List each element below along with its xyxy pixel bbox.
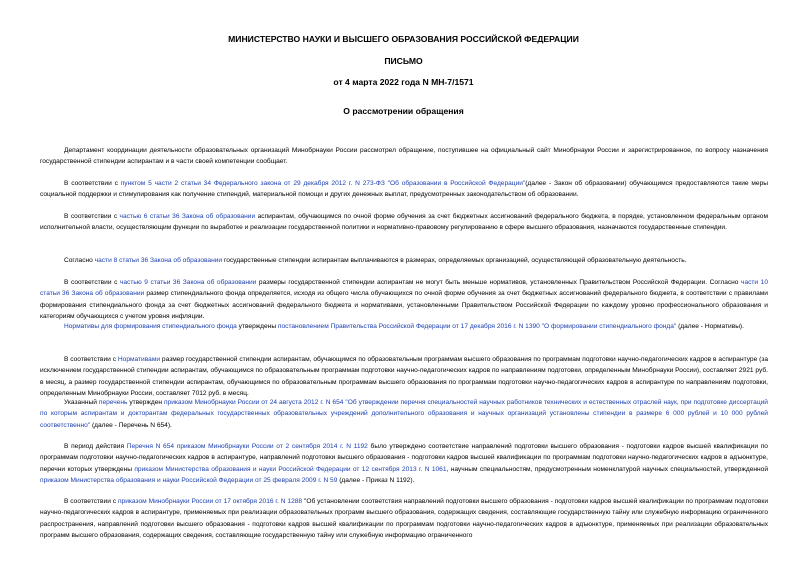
paragraph-text: Согласно [64, 257, 95, 264]
paragraph-review [40, 145, 768, 168]
document-link[interactable]: приказом Министерства образования и науки Российской Федерации от 12 сентября 2013 г. N 1061 [134, 465, 447, 473]
document-link[interactable]: частью 9 статьи 36 Закона об образовании [119, 279, 257, 286]
document-link[interactable]: части 10 статьи 36 Закона об образовании [40, 279, 768, 298]
paragraph-text: В соответствии с [64, 213, 120, 220]
paragraph-list-654 [40, 397, 768, 431]
paragraph-text: (далее - Закон об образовании) обучающимся предоставляются такие меры социальной поддержки и стимулирования как получение стипендий, материальной помощи и других денежных выплат, предусмотренных законодательством об образовании. [40, 180, 768, 199]
paragraph-stipend-assignment [40, 211, 768, 234]
paragraph-stipend-fund [40, 277, 768, 323]
document-link[interactable]: приказом Минобрнауки России от 2 сентября 2014 г. N 1192 [176, 443, 368, 450]
paragraph-text: размер государственной стипендии аспирантам, обучающимся по образовательным программам высшего образования по программам подготовки научно-педагогических кадров в аспирантуре (за исключением государственной стипендии аспирантам, обучающимся по образовательным программам подготовки научно-педагогических кадров по направлениям подготовки, определенным Минобрнауки России), составляет 2921 руб. в месяц, а размер государственной стипендии аспирантам, обучающимся по образовательным программам высшего образования по программам подготовки научно-педагогических кадров в аспирантуре по направлениям подготовки, определенным Минобрнауки России, составляет 7012 руб. в месяц. [40, 356, 769, 398]
paragraph-text: Департамент координации деятельности образовательных организаций Минобрнауки России рассмотрел обращение, поступившее на официальный сайт Минобрнауки России и зарегистрированное, по вопросу назначения государственной стипендии аспирантам и в части своей компетенции сообщает. [40, 147, 768, 166]
paragraph-text: В соответствии с [64, 279, 120, 286]
paragraph-text: В соответствии с [64, 180, 121, 187]
ministry-heading: МИНИСТЕРСТВО НАУКИ И ВЫСШЕГО ОБРАЗОВАНИЯ РОССИЙСКОЙ ФЕДЕРАЦИИ [228, 34, 579, 44]
document-link[interactable]: Перечня N 654 [126, 443, 175, 450]
paragraph-text: государственные стипендии аспирантам выплачиваются в размерах, определяемых организацией, осуществляющей образовательную деятельность. [222, 257, 687, 264]
paragraph-stipend-amounts [40, 255, 768, 266]
document-link[interactable]: пунктом 5 части 2 статьи 34 Федерального закона от 29 декабря 2012 г. N 273-ФЗ "Об образовании в Российской Федерации" [120, 180, 526, 187]
document-type: ПИСЬМО [384, 56, 423, 66]
paragraph-text: утвержден [127, 399, 164, 406]
document-link[interactable]: приказом Минобрнауки России от 17 октября 2016 г. N 1288 [117, 498, 303, 505]
document-link[interactable]: постановлением Правительства Российской Федерации от 17 декабря 2016 г. N 1390 "О формировании стипендиального фонда" [277, 323, 677, 330]
paragraph-text: размеры государственной стипендии аспирантам не могут быть меньше нормативов, установленных Правительством Российской Федерации. Согласно [256, 279, 742, 286]
paragraph-text: (далее - Перечень N 654). [90, 421, 172, 429]
paragraph-text: В период действия [64, 443, 127, 450]
paragraph-text: было утверждено соответствие направлений подготовки высшего образования - подготовки кадров высшей квалификации по программам подготовки научно-педагогических кадров в аспирантуре, направлений подготовки высшего образования - подготовки кадров высшей квалификации по программам подготовки научно-педагогических кадров в адъюнктуре, перечни которых утверждены [40, 443, 768, 473]
paragraph-text: В соответствии с [64, 498, 118, 505]
document-link[interactable]: Нормативами [117, 356, 161, 363]
paragraph-text: (далее - Нормативы). [676, 323, 744, 330]
paragraph-norms [40, 321, 768, 332]
paragraph-text: (далее - Приказ N 1192). [337, 477, 415, 485]
document-link[interactable]: перечень [98, 399, 128, 406]
paragraph-text: Указанный [64, 399, 99, 406]
paragraph-text: "Об установлении соответствия направлений подготовки высшего образования - подготовки кадров высшей квалификации по программам подготовки научно-педагогических кадров в аспирантуре, применяемых при реализации образовательных программ высшего образования, содержащих сведения, составляющие государственную тайну или служебную информацию ограниченного распространения, направлений подготовки высшего образования - подготовки кадров высшей квалификации по программам подготовки научно-педагогических кадров в адъюнктуре, применяемых при реализации образовательных программ высшего образования, содержащих сведения, составляющие государственную тайну или служебную информацию ограниченного [40, 498, 769, 540]
document-subject: О рассмотрении обращения [343, 106, 464, 116]
paragraph-text: , научным специальностям, предусмотренным номенклатурой научных специальностей, утвержденной [446, 465, 769, 473]
document-date-number: от 4 марта 2022 года N МН-7/1571 [333, 77, 474, 87]
document-link[interactable]: части 8 статьи 36 Закона об образовании [94, 257, 223, 264]
paragraph-social-support [40, 178, 768, 201]
document-link[interactable]: Нормативы для формирования стипендиального фонда [64, 323, 237, 330]
paragraph-stipend-size [40, 354, 768, 400]
paragraph-text: аспирантам, обучающимся по очной форме обучения за счет бюджетных ассигнований федерального бюджета, в порядке, установленном федеральным органом исполнительной власти, осуществляющим функции по выработке и реализации государственной политики и нормативно-правовому регулированию в сфере высшего образования, назначаются государственные стипендии. [40, 213, 769, 232]
paragraph-text: утверждены [236, 323, 278, 330]
paragraph-order-1192 [40, 441, 768, 487]
paragraph-text: размер стипендиального фонда определяется, исходя из общего числа обучающихся по очной форме обучения за счет бюджетных ассигнований федерального бюджета, в соответствии с правилами формирования стипендиального фонда за счет бюджетных ассигнований федерального бюджета и нормативами, установленными Правительством Российской Федерации по каждому уровню профессионального образования и категориям обучающихся с учетом уровня инфляции. [40, 290, 768, 321]
document-link[interactable]: частью 6 статьи 36 Закона об образовании [119, 213, 256, 220]
document-link[interactable]: приказом Министерства образования и науки Российской Федерации от 25 февраля 2009 г. N 59 [40, 477, 338, 485]
paragraph-order-1288 [40, 496, 768, 542]
paragraph-text: В соответствии с [64, 356, 118, 363]
document-link[interactable]: приказом Минобрнауки России от 24 августа 2012 г. N 654 "Об утверждении перечня специальностей научных работников технических и естественных отраслей наук, при подготовке диссертаций по которым аспирантам и докторантам федеральных государственных образовательных учреждений дополнительного образования и научных организаций установлены стипендии в размере 6 000 рублей и 10 000 рублей соответственно" [40, 399, 768, 429]
